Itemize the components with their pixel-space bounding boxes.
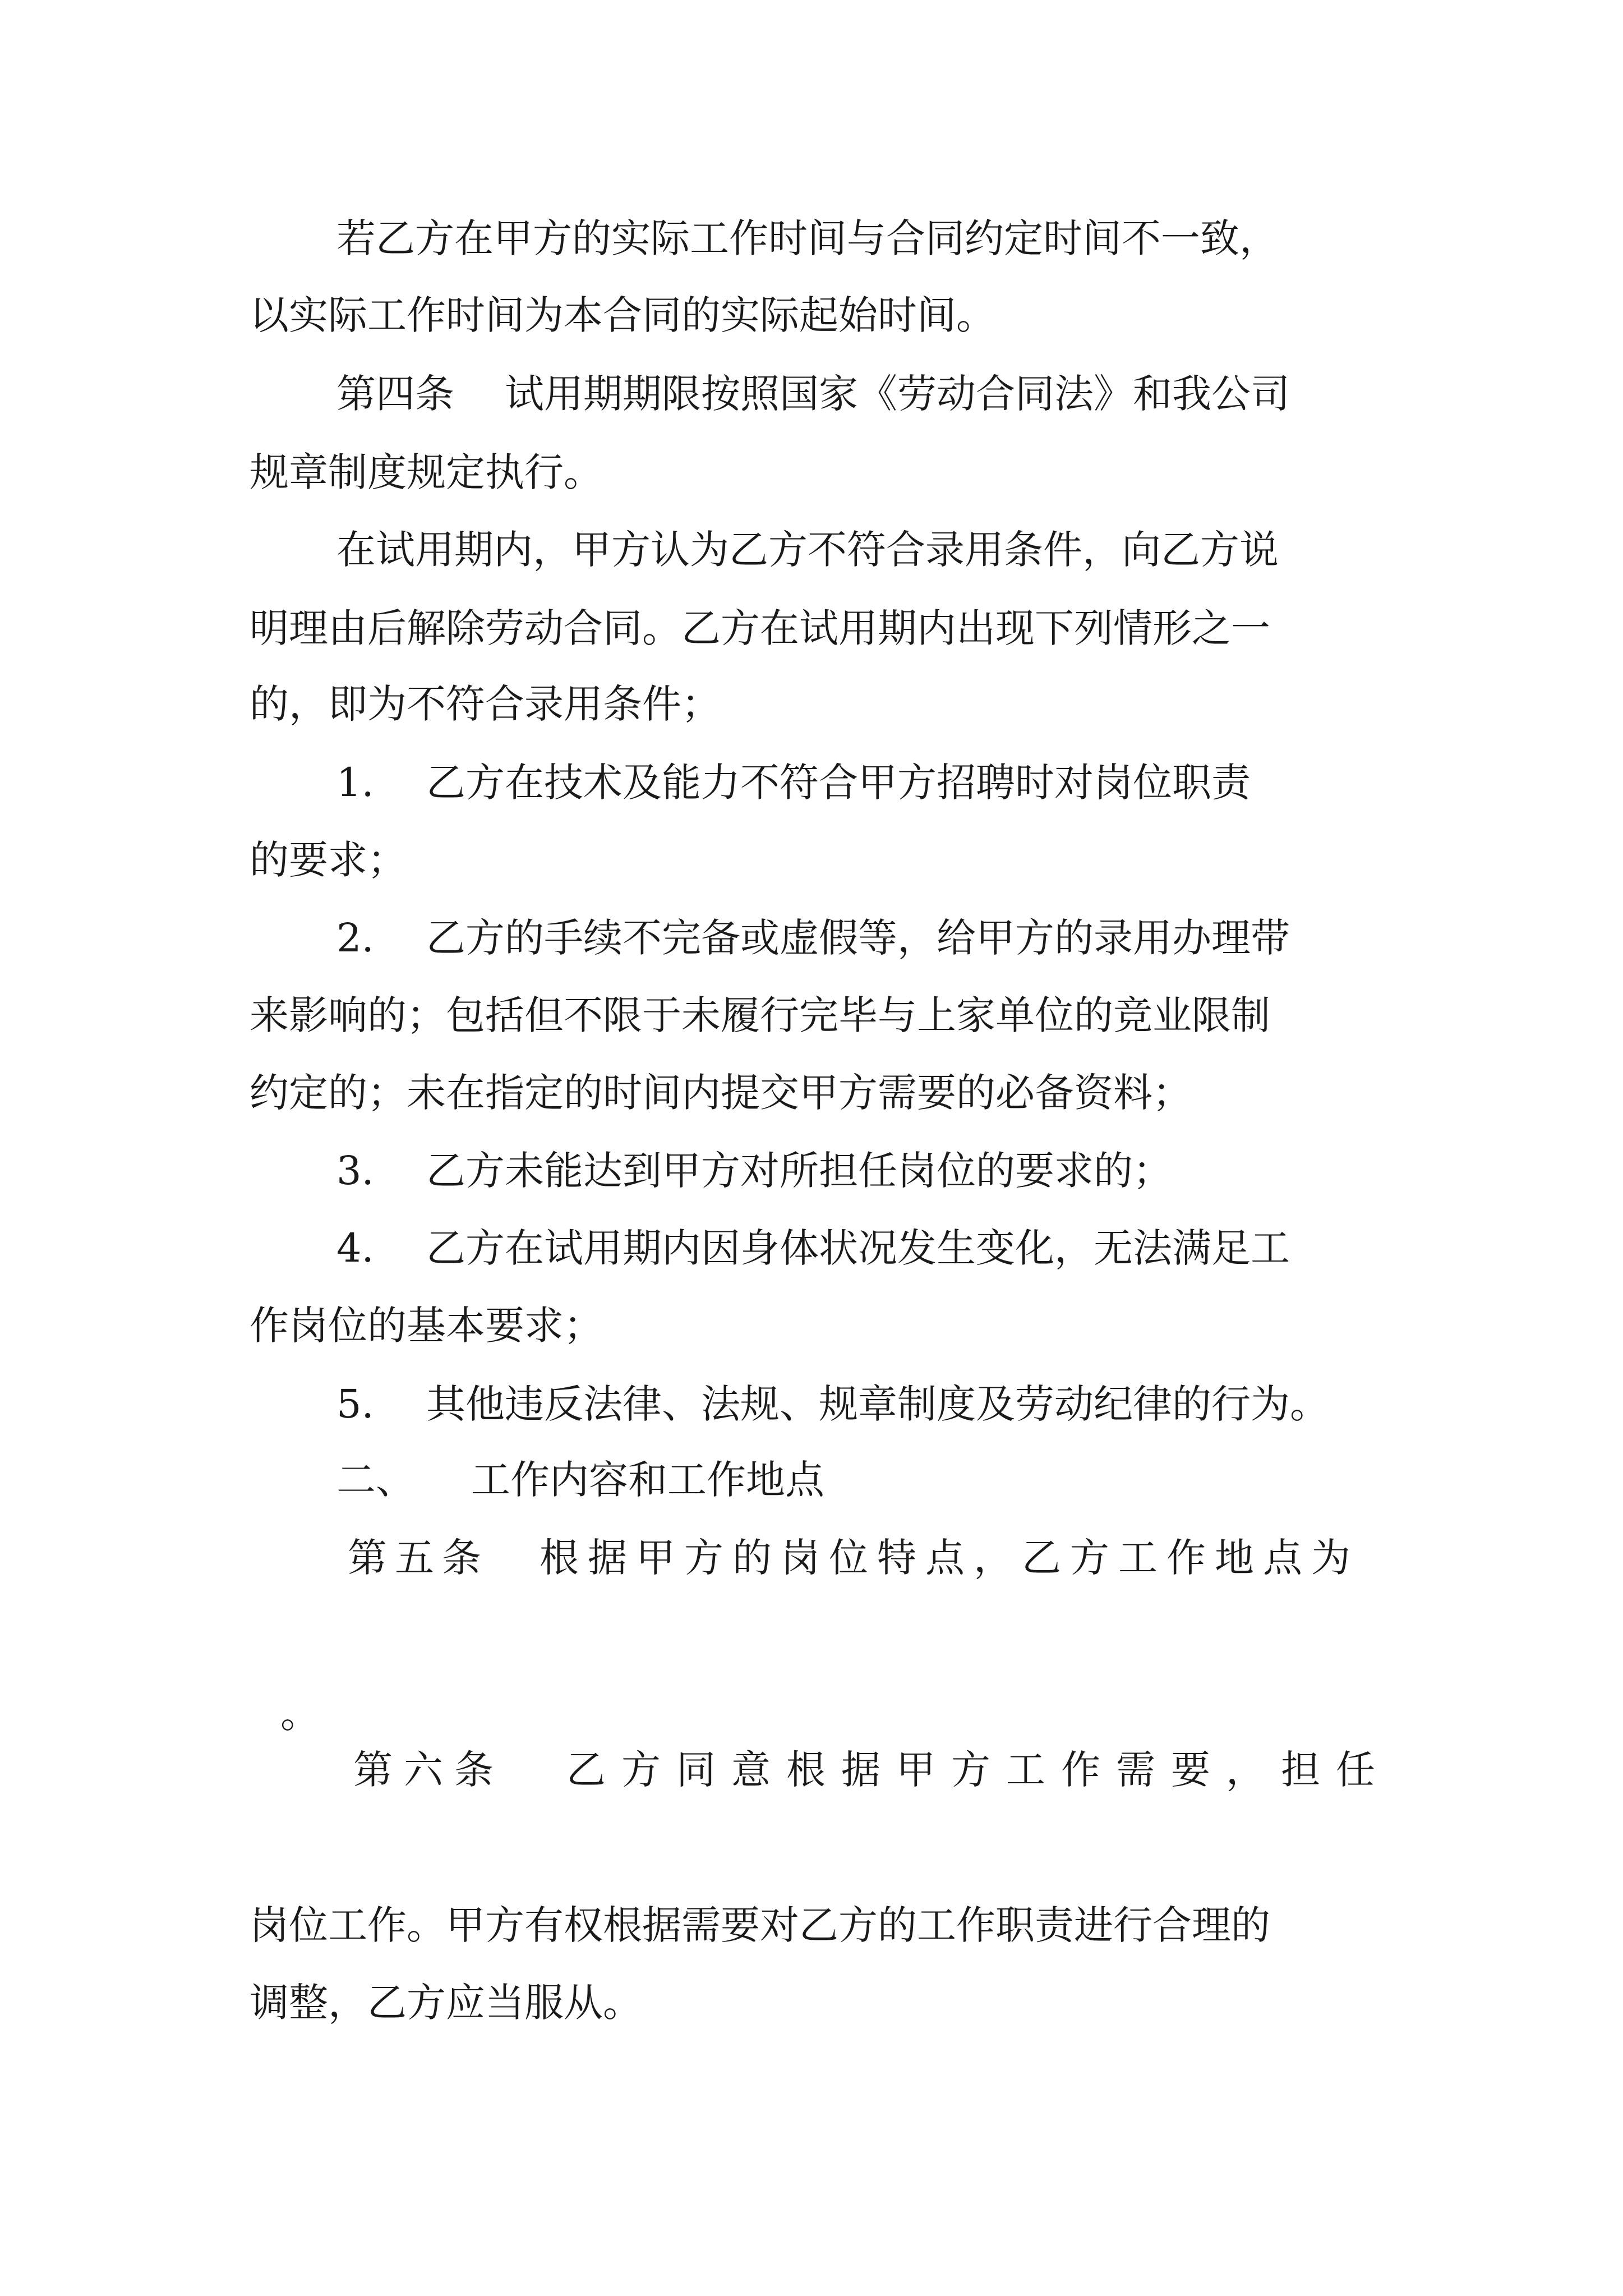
paragraph-line bbox=[336, 210, 1279, 266]
paragraph-line bbox=[250, 987, 1270, 1043]
paragraph-line bbox=[336, 522, 1279, 578]
article-6-heading bbox=[353, 1742, 1391, 1798]
line-text: 若乙方在甲方的实际工作时间与合同约定时间不一致， bbox=[336, 215, 1279, 261]
line-text: 乙方的手续不完备或虚假等，给甲方的录用办理带 bbox=[426, 915, 1290, 961]
paragraph-line bbox=[250, 1065, 1192, 1121]
article-label: 第五条 bbox=[348, 1535, 489, 1581]
article-5-heading bbox=[348, 1530, 1359, 1586]
paragraph-line bbox=[250, 1297, 603, 1354]
section-heading bbox=[336, 1452, 824, 1508]
line-text: 在试用期内，甲方认为乙方不符合录用条件，向乙方说 bbox=[336, 527, 1279, 573]
paragraph-line bbox=[250, 444, 603, 500]
paragraph-line bbox=[250, 832, 407, 888]
line-text: 调整，乙方应当服从。 bbox=[250, 1980, 642, 2026]
article-label: 第四条 bbox=[336, 371, 454, 417]
line-text: 来影响的；包括但不限于未履行完毕与上家单位的竞业限制 bbox=[250, 992, 1270, 1038]
list-number: 3. bbox=[336, 1148, 374, 1194]
line-text: 乙方未能达到甲方对所担任岗位的要求的； bbox=[426, 1148, 1172, 1194]
line-text: 的，即为不符合录用条件； bbox=[250, 681, 721, 727]
article-label: 第六条 bbox=[353, 1747, 505, 1793]
line-text: 以实际工作时间为本合同的实际起始时间。 bbox=[250, 292, 995, 338]
paragraph-line bbox=[280, 1686, 320, 1742]
line-text: 作岗位的基本要求； bbox=[250, 1303, 603, 1349]
line-text: 明理由后解除劳动合同。乙方在试用期内出现下列情形之一 bbox=[250, 605, 1270, 651]
line-text: 试用期期限按照国家《劳动合同法》和我公司 bbox=[505, 371, 1290, 417]
line-text: 。 bbox=[280, 1691, 320, 1737]
line-text: 岗位工作。甲方有权根据需要对乙方的工作职责进行合理的 bbox=[250, 1902, 1270, 1948]
article-4-heading bbox=[336, 366, 1290, 422]
list-number: 2. bbox=[336, 915, 374, 961]
list-item-1 bbox=[336, 754, 1251, 811]
list-number: 1. bbox=[336, 760, 374, 806]
list-item-2 bbox=[336, 910, 1290, 966]
line-text: 规章制度规定执行。 bbox=[250, 449, 603, 495]
paragraph-line bbox=[250, 600, 1270, 656]
list-item-3 bbox=[336, 1143, 1172, 1199]
line-text: 乙方在试用期内因身体状况发生变化，无法满足工 bbox=[426, 1225, 1290, 1271]
paragraph-line bbox=[250, 287, 995, 343]
line-text: 约定的；未在指定的时间内提交甲方需要的必备资料； bbox=[250, 1070, 1192, 1116]
list-item-4 bbox=[336, 1220, 1290, 1276]
line-text: 的要求； bbox=[250, 837, 407, 883]
section-title: 工作内容和工作地点 bbox=[471, 1457, 824, 1503]
list-item-5 bbox=[336, 1376, 1329, 1432]
list-number: 4. bbox=[336, 1225, 374, 1271]
line-text: 其他违反法律、法规、规章制度及劳动纪律的行为。 bbox=[426, 1381, 1329, 1427]
paragraph-line bbox=[250, 1975, 642, 2031]
line-text: 乙方同意根据甲方工作需要，担任 bbox=[566, 1747, 1391, 1793]
paragraph-line bbox=[250, 1897, 1270, 1953]
line-text: 乙方在技术及能力不符合甲方招聘时对岗位职责 bbox=[426, 760, 1251, 806]
list-number: 5. bbox=[336, 1381, 374, 1427]
line-text: 根据甲方的岗位特点，乙方工作地点为 bbox=[540, 1535, 1359, 1581]
section-number: 二、 bbox=[336, 1457, 415, 1503]
paragraph-line bbox=[250, 676, 721, 732]
